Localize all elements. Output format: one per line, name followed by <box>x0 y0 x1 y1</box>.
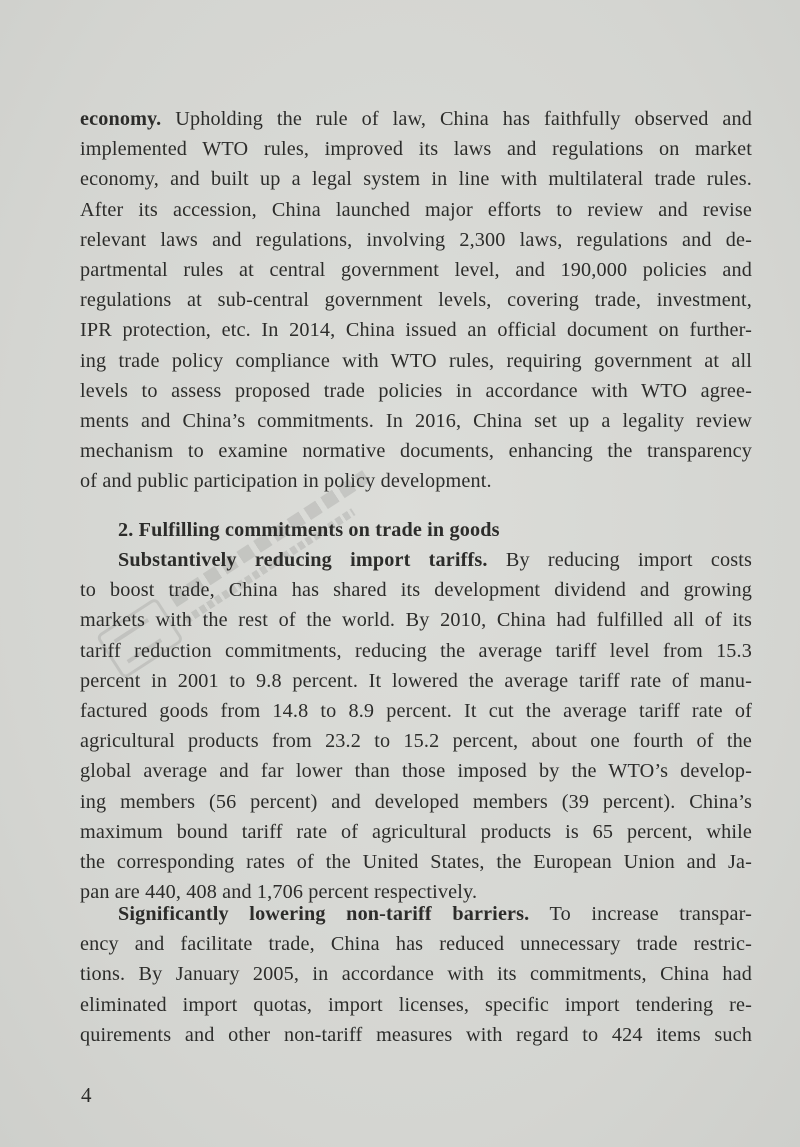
paragraph-line: levels to assess proposed trade policies in accordance with WTO agree- <box>80 379 752 402</box>
paragraph-line: partmental rules at central government level, and 190,000 policies and <box>80 259 752 282</box>
paragraph-line: to boost trade, China has shared its development dividend and growing <box>80 579 752 602</box>
paragraph-line: maximum bound tariff rate of agricultural products is 65 percent, while <box>80 820 752 843</box>
paragraph-line: economy, and built up a legal system in line with multilateral trade rules. <box>80 168 752 191</box>
paragraph-line <box>80 899 752 929</box>
paragraph-line: tariff reduction commitments, reducing the average tariff level from 15.3 <box>80 639 752 662</box>
paragraph-line: global average and far lower than those imposed by the WTO’s develop- <box>80 760 752 783</box>
section-heading-block <box>80 515 752 545</box>
run-in-heading: Significantly lowering non-tariff barriers. <box>118 903 530 925</box>
page-number: 4 <box>81 1083 92 1107</box>
run-in-heading: economy. <box>80 108 162 130</box>
paragraph-line: tions. By January 2005, in accordance with its commitments, China had <box>80 963 752 986</box>
paragraph-line: After its accession, China launched major efforts to review and revise <box>80 198 752 221</box>
paragraph-line: relevant laws and regulations, involving 2,300 laws, regulations and de- <box>80 228 752 251</box>
paragraph-line: ments and China’s commitments. In 2016, China set up a legality review <box>80 410 752 433</box>
paragraph-line: markets with the rest of the world. By 2010, China had fulfilled all of its <box>80 609 752 632</box>
paragraph-line: percent in 2001 to 9.8 percent. It lowered the average tariff rate of manu- <box>80 669 752 692</box>
section-heading: 2. Fulfilling commitments on trade in goods <box>118 519 500 541</box>
paragraph-line: mechanism to examine normative documents, enhancing the transparency <box>80 440 752 463</box>
paragraph-line: ing trade policy compliance with WTO rules, requiring government at all <box>80 349 752 372</box>
paragraph-line: agricultural products from 23.2 to 15.2 percent, about one fourth of the <box>80 730 752 753</box>
paragraph-line <box>80 545 752 575</box>
paragraph-line: IPR protection, etc. In 2014, China issued an official document on further- <box>80 319 752 342</box>
paragraph-line: eliminated import quotas, import licenses, specific import tendering re- <box>80 993 752 1016</box>
paragraph-line: factured goods from 14.8 to 8.9 percent. It cut the average tariff rate of <box>80 700 752 723</box>
paragraph-line: pan are 440, 408 and 1,706 percent respectively. <box>80 881 478 904</box>
run-in-heading: Substantively reducing import tariffs. <box>118 549 488 571</box>
paragraph-line: the corresponding rates of the United States, the European Union and Ja- <box>80 851 752 874</box>
paragraph-line: ency and facilitate trade, China has reduced unnecessary trade restric- <box>80 933 752 956</box>
paragraph-rule-of-law <box>80 104 752 497</box>
paragraph-line: quirements and other non-tariff measures with regard to 424 items such <box>80 1023 752 1046</box>
paragraph-import-tariffs <box>80 545 752 907</box>
paragraph-line <box>80 104 752 134</box>
paragraph-line: of and public participation in policy development. <box>80 470 492 493</box>
line-text: By reducing import costs <box>487 549 753 571</box>
line-text: Upholding the rule of law, China has faithfully observed and <box>161 108 752 130</box>
paragraph-line: ing members (56 percent) and developed members (39 percent). China’s <box>80 790 752 813</box>
paragraph-line: implemented WTO rules, improved its laws and regulations on market <box>80 138 752 161</box>
paragraph-line: regulations at sub-central government levels, covering trade, investment, <box>80 289 752 312</box>
paragraph-non-tariff-barriers <box>80 899 752 1050</box>
line-text: To increase transpar- <box>529 903 752 925</box>
